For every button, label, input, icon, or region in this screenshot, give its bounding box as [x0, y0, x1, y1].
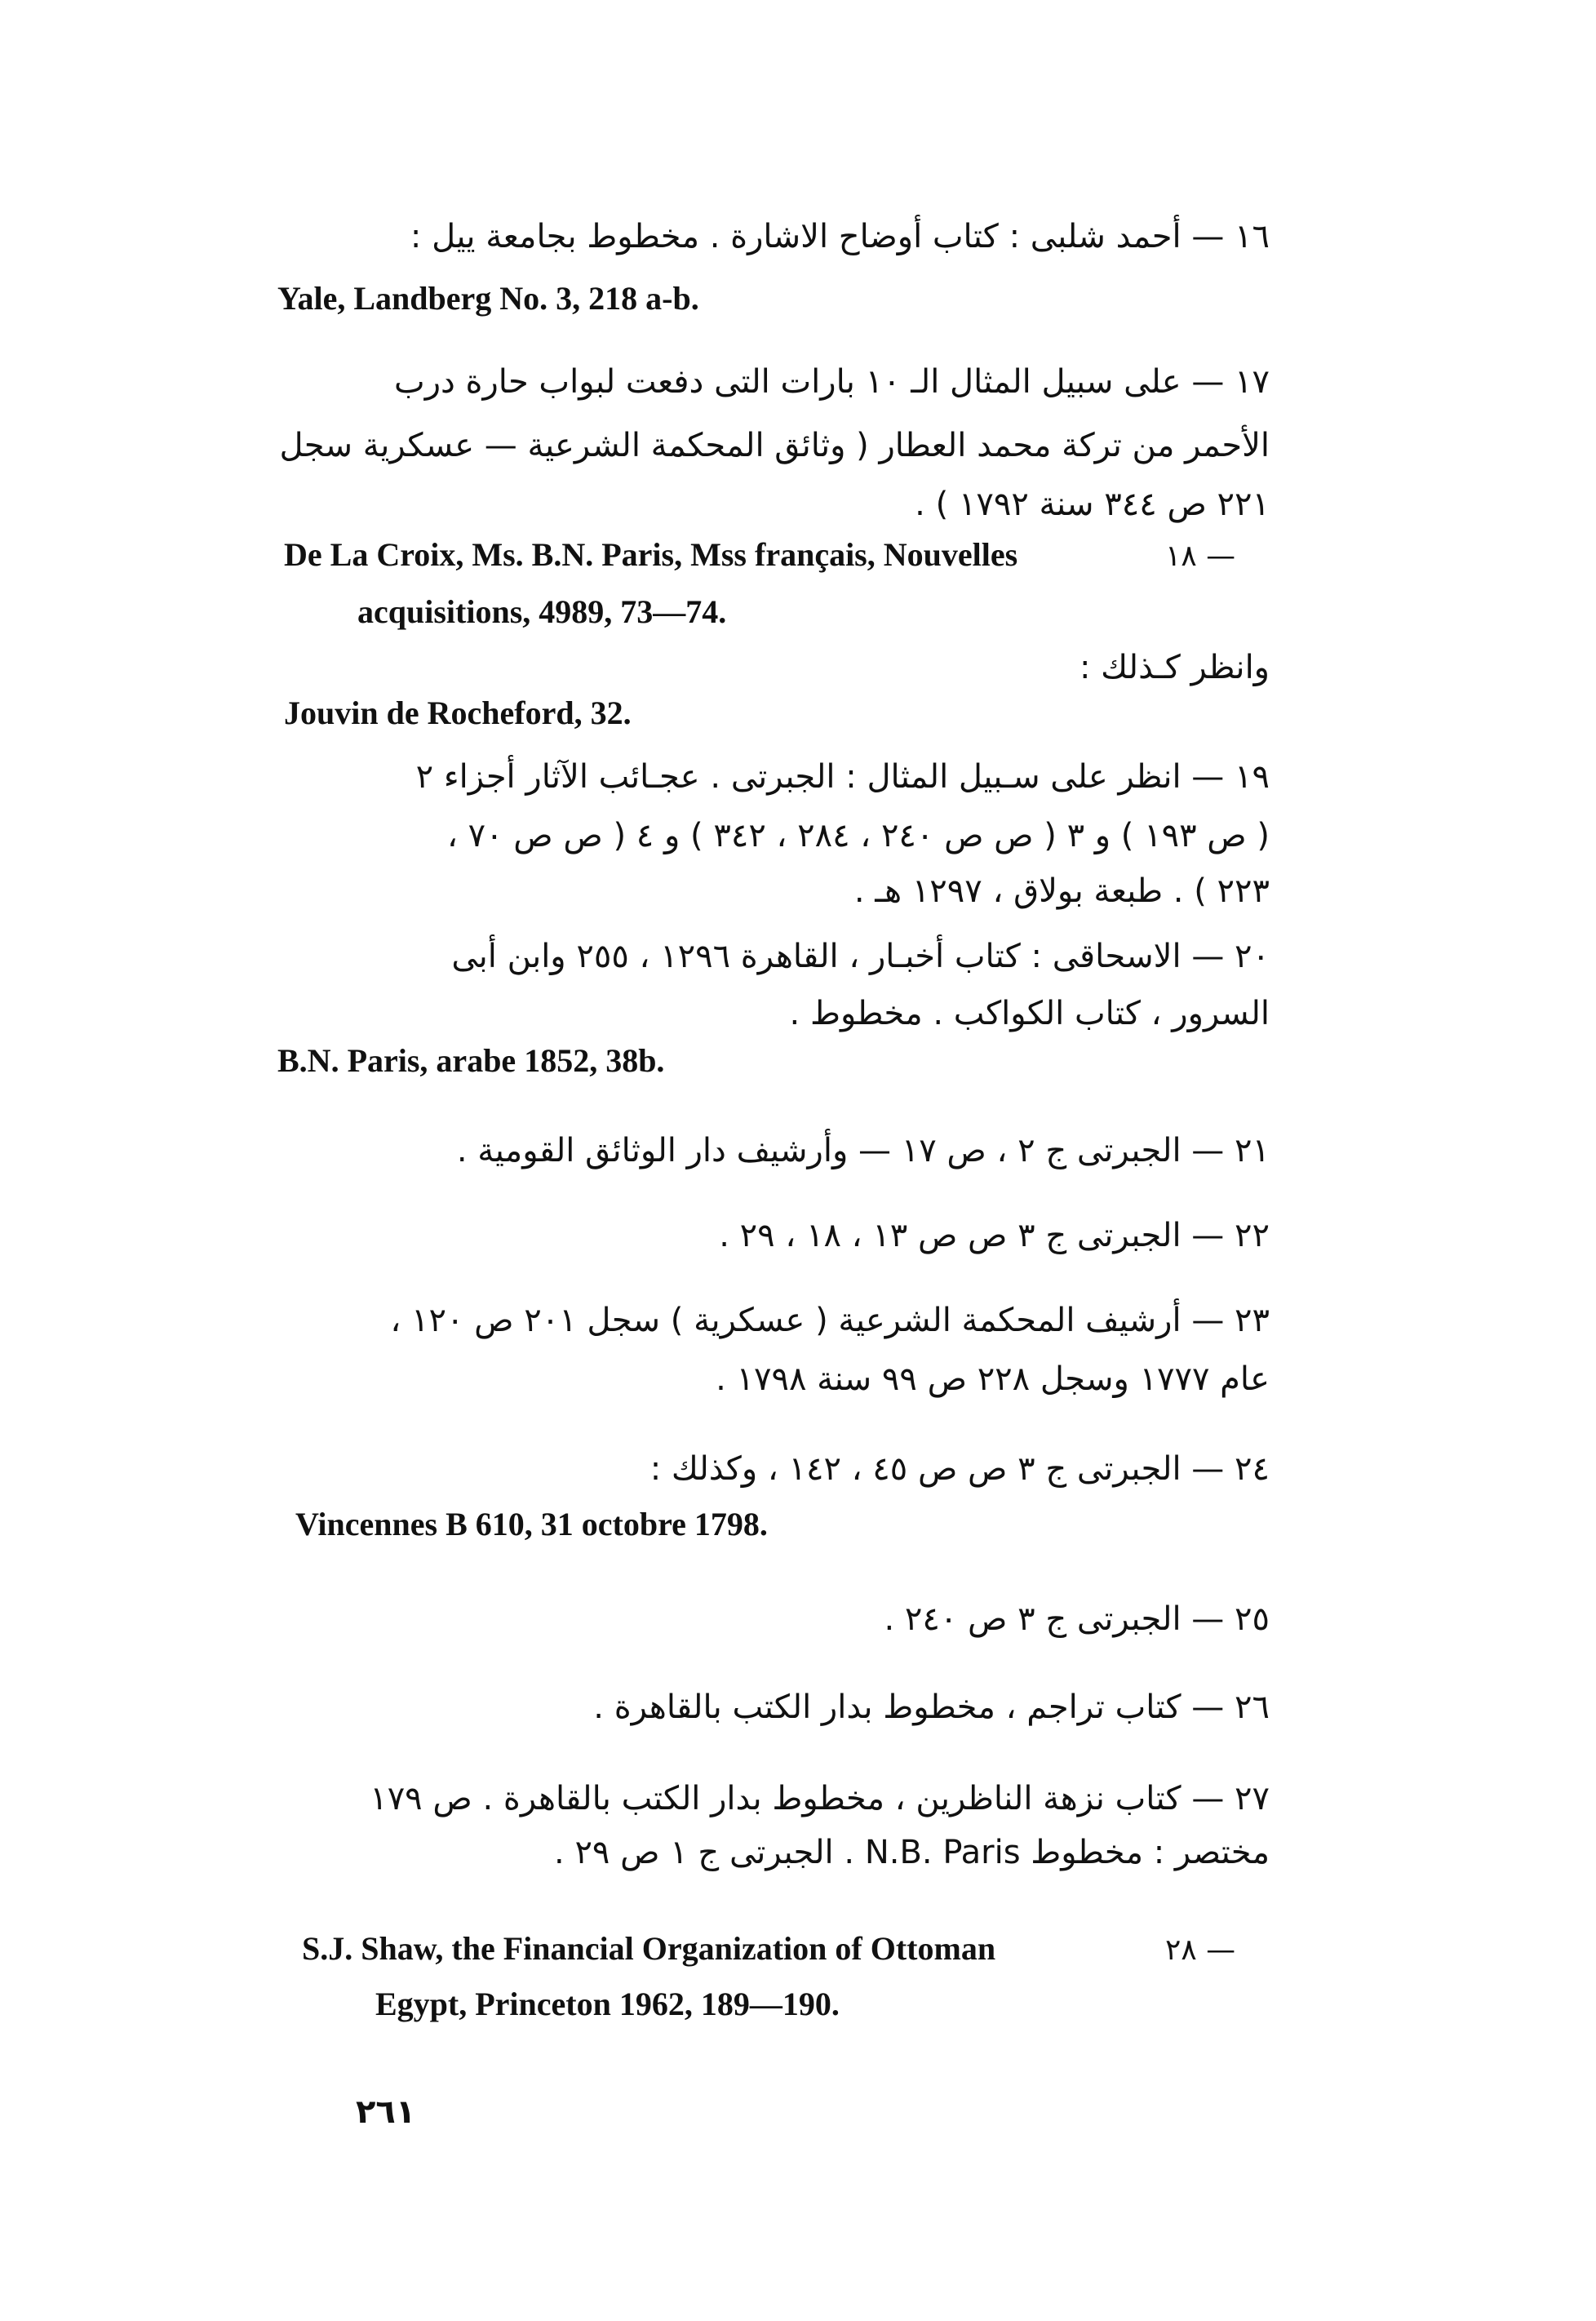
note-23-line-2: عام ١٧٧٧ وسجل ٢٢٨ ص ٩٩ سنة ١٧٩٨ . — [716, 1360, 1270, 1398]
note-18-line-3: وانظر كـذلك : — [1079, 649, 1270, 686]
note-17-line-2: الأحمر من تركة محمد العطار ( وثائق المحكمة الشرعية — عسكرية سجل — [279, 427, 1270, 464]
note-22-line-1: ٢٢ — الجبرتى ج ٣ ص ص ١٣ ، ١٨ ، ٢٩ . — [719, 1217, 1270, 1254]
page-number: ٢٦١ — [356, 2093, 416, 2131]
note-17-line-3: ٢٢١ ص ٣٤٤ سنة ١٧٩٢ ) . — [915, 486, 1270, 523]
note-20-line-3: B.N. Paris, arabe 1852, 38b. — [277, 1042, 665, 1079]
note-25-line-1: ٢٥ — الجبرتى ج ٣ ص ٢٤٠ . — [884, 1600, 1270, 1638]
note-20-line-1: ٢٠ — الاسحاقى : كتاب أخبـار ، القاهرة ١٢٩٦ ، ٢٥٥ وابن أبى — [451, 938, 1270, 975]
note-28-line-2: Egypt, Princeton 1962, 189—190. — [375, 1986, 840, 2022]
note-19-line-3: ٢٢٣ ) . طبعة بولاق ، ١٢٩٧ هـ . — [853, 872, 1270, 910]
note-24-line-2: Vincennes B 610, 31 octobre 1798. — [295, 1506, 768, 1542]
note-28-number: ٢٨ — — [1165, 1933, 1236, 1967]
note-20-line-2: السرور ، كتاب الكواكب . مخطوط . — [789, 995, 1270, 1032]
note-19-line-1: ١٩ — انظر على سـبيل المثال : الجبرتى . عجـائب الآثار أجزاء ٢ — [415, 758, 1270, 796]
note-24-line-1: ٢٤ — الجبرتى ج ٣ ص ص ٤٥ ، ١٤٢ ، وكذلك : — [649, 1450, 1270, 1488]
note-21-line-1: ٢١ — الجبرتى ج ٢ ، ص ١٧ — وأرشيف دار الوثائق القومية . — [456, 1132, 1270, 1169]
note-23-line-1: ٢٣ — أرشيف المحكمة الشرعية ( عسكرية ) سجل ٢٠١ ص ١٢٠ ، — [390, 1302, 1270, 1339]
note-17-line-1: ١٧ — على سبيل المثال الـ ١٠ بارات التى دفعت لبواب حارة درب — [394, 363, 1270, 401]
note-18-number: ١٨ — — [1165, 539, 1236, 573]
note-18-line-4: Jouvin de Rocheford, 32. — [284, 695, 632, 731]
note-18-line-1: De La Croix, Ms. B.N. Paris, Mss français, Nouvelles — [284, 536, 1018, 573]
note-26-line-1: ٢٦ — كتاب تراجم ، مخطوط بدار الكتب بالقاهرة . — [593, 1689, 1270, 1726]
note-27-line-1: ٢٧ — كتاب نزهة الناظرين ، مخطوط بدار الكتب بالقاهرة . ص ١٧٩ — [370, 1780, 1270, 1817]
note-16-line-1: ١٦ — أحمد شلبى : كتاب أوضاح الاشارة . مخطوط بجامعة ييل : — [410, 218, 1270, 255]
note-28-line-1: S.J. Shaw, the Financial Organization of Ottoman — [302, 1930, 996, 1967]
note-16-line-2: Yale, Landberg No. 3, 218 a-b. — [277, 280, 699, 317]
note-18-line-2: acquisitions, 4989, 73—74. — [357, 593, 727, 630]
note-27-line-2: مختصر : مخطوط N.B. Paris . الجبرتى ج ١ ص ٢٩ . — [554, 1834, 1270, 1871]
note-19-line-2: ( ص ١٩٣ ) و ٣ ( ص ص ٢٤٠ ، ٢٨٤ ، ٣٤٢ ) و ٤ ( ص ص ٧٠ ، — [447, 817, 1270, 854]
